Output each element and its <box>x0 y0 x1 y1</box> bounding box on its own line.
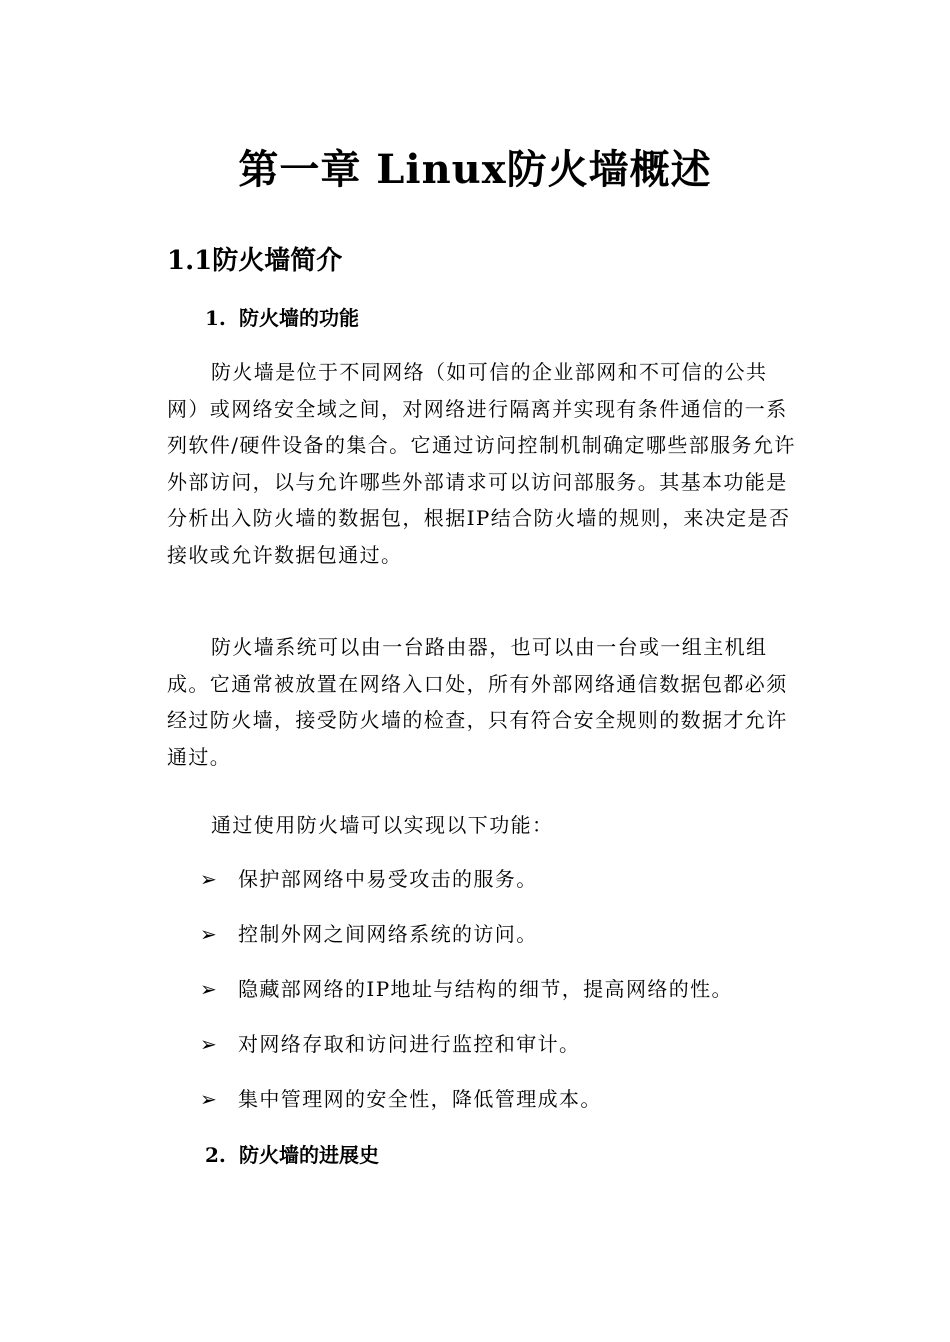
subheading-functions <box>205 302 359 334</box>
list-item <box>200 1082 733 1137</box>
chapter-title: 第一章 Linux防火墙概述 <box>238 146 712 193</box>
list-item-text: 控制外网之间网络系统的访问。 <box>238 922 538 946</box>
subheading-number: 1. <box>205 306 226 330</box>
subheading-text: 防火墙的功能 <box>239 306 359 330</box>
subheading-history <box>205 1139 379 1171</box>
arrow-bullet-icon: ➢ <box>200 1032 219 1056</box>
list-item <box>200 862 733 917</box>
paragraph-firewall-definition: 防火墙是位于不同网络（如可信的企业部网和不可信的公共网）或网络安全域之间，对网络进行隔离并实现有条件通信的一系列软件/硬件设备的集合。它通过访问控制机制确定哪些部服务允许外部访问，以与允许哪些外部请求可以访问部服务。其基本功能是分析出入防火墙的数据包，根据IP结合防火墙的规则，来决定是否接收或允许数据包通过。 <box>167 360 796 567</box>
paragraph-functions-intro: 通过使用防火墙可以实现以下功能： <box>211 813 554 837</box>
subheading-text: 防火墙的进展史 <box>239 1143 379 1167</box>
arrow-bullet-icon: ➢ <box>200 1087 219 1111</box>
list-item-text: 集中管理网的安全性，降低管理成本。 <box>238 1087 602 1111</box>
section-heading: 1.1防火墙简介 <box>167 246 343 276</box>
arrow-bullet-icon: ➢ <box>200 867 219 891</box>
list-item <box>200 1027 733 1082</box>
arrow-bullet-icon: ➢ <box>200 977 219 1001</box>
list-item-text: 保护部网络中易受攻击的服务。 <box>238 867 538 891</box>
list-item <box>200 972 733 1027</box>
paragraph-firewall-system: 防火墙系统可以由一台路由器，也可以由一台或一组主机组成。它通常被放置在网络入口处，所有外部网络通信数据包都必须经过防火墙，接受防火墙的检查，只有符合安全规则的数据才允许通过。 <box>167 635 788 769</box>
list-item <box>200 917 733 972</box>
subheading-number: 2. <box>205 1143 226 1167</box>
function-bullet-list <box>200 862 733 1137</box>
arrow-bullet-icon: ➢ <box>200 922 219 946</box>
list-item-text: 对网络存取和访问进行监控和审计。 <box>238 1032 581 1056</box>
list-item-text: 隐藏部网络的IP地址与结构的细节，提高网络的性。 <box>238 977 733 1001</box>
